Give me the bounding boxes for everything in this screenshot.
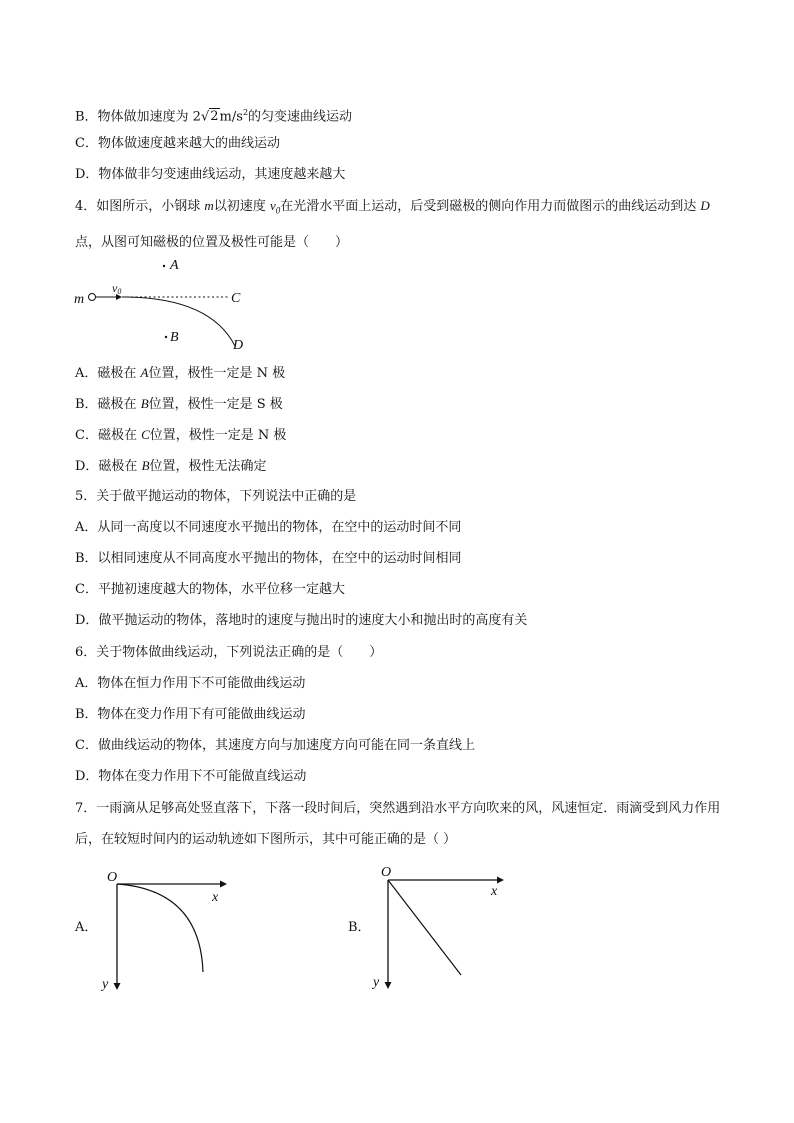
q4-stem: 4．如图所示，小钢球 m以初速度 $v_0$在光滑水平面上运动，后受到磁极的侧向作用力而做图示的曲线运动到达 D点，从图可知磁极的位置及极性可能是（ ） bbox=[75, 198, 710, 250]
q6-option-b: B．物体在变力作用下有可能做曲线运动 bbox=[75, 707, 306, 722]
q6-option-d: D．物体在变力作用下不可能做直线运动 bbox=[75, 769, 307, 784]
q5-option-d: D．做平抛运动的物体，落地时的速度与抛出时的速度大小和抛出时的高度有关 bbox=[75, 613, 528, 628]
trajectory-line bbox=[388, 880, 461, 975]
y-axis-label: y bbox=[102, 977, 109, 992]
q5-option-b: B．以相同速度从不同高度水平抛出的物体，在空中的运动时间相同 bbox=[75, 551, 462, 566]
axis-origin-label: O bbox=[107, 870, 118, 885]
point-b bbox=[165, 336, 167, 338]
figure-label-b: B bbox=[170, 330, 179, 345]
q7-option-b-label: B． bbox=[348, 920, 371, 935]
axis-origin-label: O bbox=[381, 865, 392, 880]
x-axis-label: x bbox=[491, 884, 498, 899]
q5-option-a: A．从同一高度以不同速度水平抛出的物体，在空中的运动时间不同 bbox=[75, 520, 462, 535]
q7-stem: 7．一雨滴从足够高处竖直落下，下落一段时间后，突然遇到沿水平方向吹来的风，风速恒定．雨滴受到风力作用后，在较短时间内的运动轨迹如下图所示，其中可能正确的是（ ） bbox=[75, 801, 721, 847]
q4-option-d: D．磁极在 B位置，极性无法确定 bbox=[75, 458, 267, 474]
q7-figure-b bbox=[371, 860, 511, 990]
q3-option-d: D．物体做非匀变速曲线运动，其速度越来越大 bbox=[75, 167, 346, 182]
point-a bbox=[163, 265, 165, 267]
trajectory-curve bbox=[117, 884, 203, 972]
q6-option-a: A．物体在恒力作用下不可能做曲线运动 bbox=[75, 676, 306, 691]
q6-stem: 6．关于物体做曲线运动，下列说法正确的是（ ） bbox=[75, 645, 383, 660]
q5-option-c: C．平抛初速度越大的物体，水平位移一定越大 bbox=[75, 582, 345, 597]
figure-label-v0: v0 bbox=[112, 281, 122, 296]
q3-option-b: B．物体做加速度为 $2√2m/s^2$的匀变速曲线运动 bbox=[75, 108, 353, 125]
q3-option-c: C．物体做速度越来越大的曲线运动 bbox=[75, 136, 280, 151]
q5-stem: 5．关于做平抛运动的物体，下列说法中正确的是 bbox=[75, 489, 357, 504]
y-axis-arrowhead bbox=[385, 982, 392, 989]
figure-label-d: D bbox=[233, 338, 244, 353]
q4-option-b: B．磁极在 B位置，极性一定是 S 极 bbox=[75, 396, 283, 412]
ball bbox=[89, 294, 96, 301]
x-axis-arrowhead bbox=[497, 877, 504, 884]
q4-option-a: A．磁极在 A位置，极性一定是 N 极 bbox=[75, 365, 286, 381]
q7-figure-a bbox=[100, 865, 230, 995]
q7-option-a-label: A． bbox=[75, 920, 98, 935]
figure-label-c: C bbox=[231, 291, 241, 306]
y-axis-arrowhead bbox=[114, 983, 121, 990]
q4-option-c: C．磁极在 C位置，极性一定是 N 极 bbox=[75, 427, 287, 443]
q6-option-c: C．做曲线运动的物体，其速度方向与加速度方向可能在同一条直线上 bbox=[75, 738, 475, 753]
x-axis-arrowhead bbox=[220, 881, 227, 888]
figure-label-a: A bbox=[170, 258, 179, 273]
figure-label-m: m bbox=[74, 292, 85, 307]
q4-figure bbox=[70, 252, 260, 352]
x-axis-label: x bbox=[212, 890, 219, 905]
y-axis-label: y bbox=[373, 975, 380, 990]
